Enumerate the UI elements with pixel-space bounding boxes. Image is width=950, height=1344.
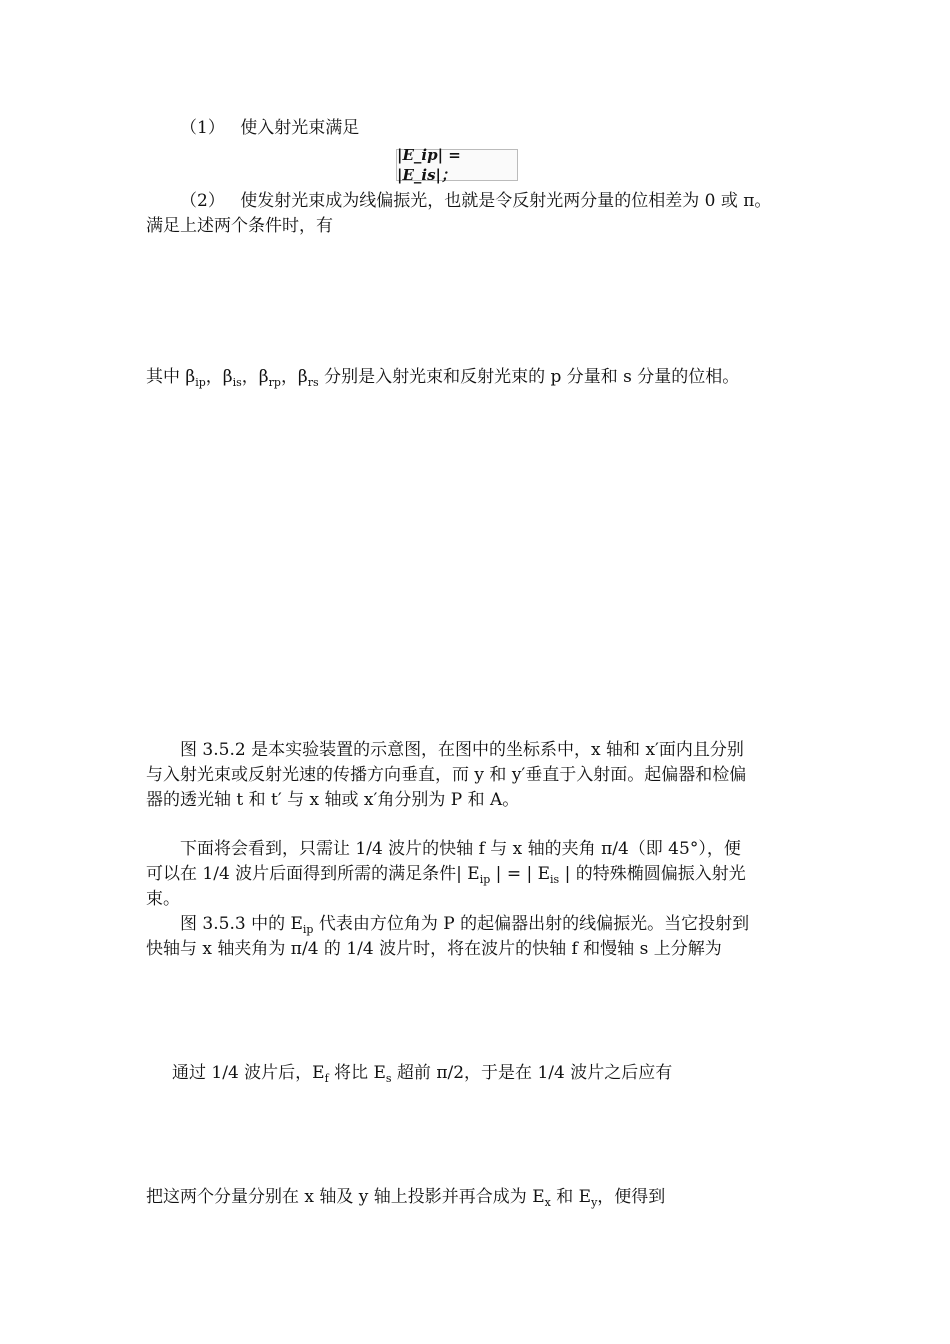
quarter-l2-suffix: | 的特殊椭圆偏振入射光 [559, 864, 746, 884]
beta-sub-rs: rs [307, 376, 319, 389]
fig353-prefix: 图 3.5.3 中的 E [180, 914, 303, 934]
quarter-sub-ip: ip [479, 873, 491, 886]
after-sub-s: s [385, 1072, 392, 1085]
beta-sep: ，β [280, 367, 308, 387]
fig353-sub-ip: ip [302, 923, 314, 936]
quarter-sub-is: is [550, 873, 560, 886]
fig353-line-2: 快轴与 x 轴夹角为 π/4 的 1/4 波片时，将在波片的快轴 f 和慢轴 s 上分解为 [146, 939, 722, 959]
item-1-text: 使入射光束满足 [240, 118, 360, 138]
fig352-line-2: 与入射光束或反射光速的传播方向垂直，而 y 和 y′垂直于入射面。起偏器和检偏 [146, 765, 747, 785]
fig352-line-3: 器的透光轴 t 和 t′ 与 x 轴或 x′角分别为 P 和 A。 [146, 790, 520, 810]
after-prefix: 通过 1/4 波片后，E [172, 1063, 325, 1083]
quarter-line-3: 束。 [146, 889, 180, 909]
formula-image-1 [396, 145, 518, 184]
item-2-text: 使发射光束成为线偏振光，也就是令反射光两分量的位相差为 0 或 π。 [240, 191, 772, 211]
after-sub-f: f [324, 1072, 329, 1085]
item-1 [180, 117, 359, 139]
formula-1-text: |E_ip| = |E_is|； [397, 145, 461, 184]
item-2-continuation: 满足上述两个条件时，有 [146, 216, 333, 236]
beta-sub-rp: rp [268, 376, 281, 389]
after-mid: 将比 E [328, 1063, 386, 1083]
fig352-line-1: 图 3.5.2 是本实验装置的示意图，在图中的坐标系中，x 轴和 x′面内且分别 [180, 740, 744, 760]
last-suffix: ，便得到 [597, 1187, 666, 1207]
fig353-line-1 [180, 913, 749, 935]
projection-line [146, 1186, 665, 1208]
after-plate-line [172, 1062, 672, 1084]
quarter-l2-prefix: 可以在 1/4 波片后面得到所需的满足条件| E [146, 864, 480, 884]
beta-suffix: 分别是入射光束和反射光束的 p 分量和 s 分量的位相。 [318, 367, 740, 387]
beta-sub-ip: ip [195, 376, 206, 389]
fig353-suffix: 代表由方位角为 P 的起偏器出射的线偏振光。当它投射到 [313, 914, 750, 934]
beta-prefix: 其中 β [146, 367, 196, 387]
item-2-number: （2） [180, 191, 225, 211]
last-mid: 和 E [550, 1187, 592, 1207]
after-suffix: 超前 π/2，于是在 1/4 波片之后应有 [391, 1063, 673, 1083]
last-sub-y: y [591, 1196, 598, 1209]
item-1-number: （1） [180, 118, 225, 138]
last-sub-x: x [544, 1196, 551, 1209]
beta-sub-is: is [232, 376, 242, 389]
item-2 [180, 190, 771, 212]
quarter-line-1: 下面将会看到，只需让 1/4 波片的快轴 f 与 x 轴的夹角 π/4（即 45°），便 [180, 839, 741, 859]
quarter-l2-mid: | = | E [490, 864, 551, 884]
beta-sep: ，β [241, 367, 269, 387]
beta-definition-line [146, 366, 739, 388]
beta-sep: ，β [205, 367, 233, 387]
quarter-line-2 [146, 863, 746, 885]
last-prefix: 把这两个分量分别在 x 轴及 y 轴上投影并再合成为 E [146, 1187, 545, 1207]
